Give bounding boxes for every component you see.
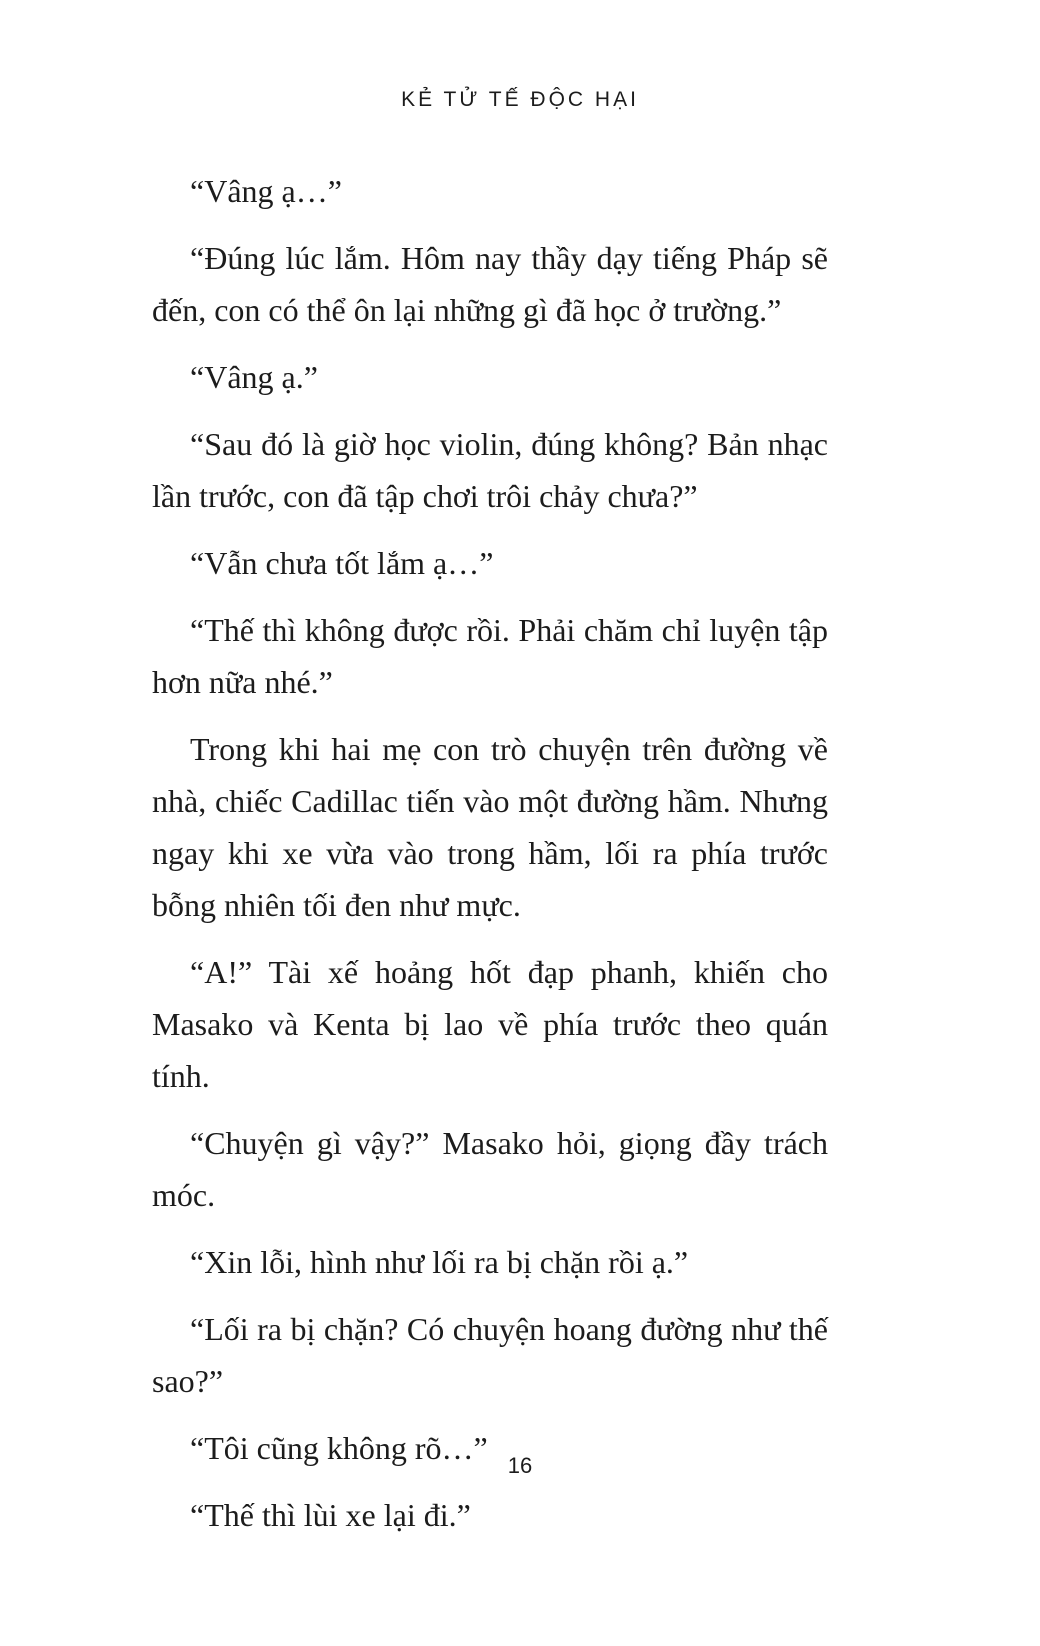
paragraph: “Vẫn chưa tốt lắm ạ…” [190,545,494,581]
paragraph: “Vâng ạ.” [190,359,318,395]
paragraph: “Chuyện gì vậy?” Masako hỏi, giọng đầy trách móc. [152,1125,828,1213]
page-number: 16 [507,1453,533,1478]
body-text [152,165,828,1556]
paragraph: “Thế thì lùi xe lại đi.” [190,1497,471,1533]
paragraph: “A!” Tài xế hoảng hốt đạp phanh, khiến cho Masako và Kenta bị lao về phía trước theo quán tính. [152,954,828,1094]
paragraph: “Xin lỗi, hình như lối ra bị chặn rồi ạ.” [190,1244,689,1280]
paragraph: Trong khi hai mẹ con trò chuyện trên đường về nhà, chiếc Cadillac tiến vào một đường hầm. Nhưng ngay khi xe vừa vào trong hầm, lối ra phía trước bỗng nhiên tối đen như mực. [152,731,828,923]
paragraph: “Đúng lúc lắm. Hôm nay thầy dạy tiếng Pháp sẽ đến, con có thể ôn lại những gì đã học ở trường.” [152,240,828,328]
paragraph: “Sau đó là giờ học violin, đúng không? Bản nhạc lần trước, con đã tập chơi trôi chảy chưa?” [152,426,828,514]
paragraph: “Tôi cũng không rõ…” [190,1430,488,1466]
paragraph: “Lối ra bị chặn? Có chuyện hoang đường như thế sao?” [152,1311,828,1399]
paragraph: “Vâng ạ…” [190,173,342,209]
running-header-title: KẺ TỬ TẾ ĐỘC HẠI [401,88,639,111]
paragraph: “Thế thì không được rồi. Phải chăm chỉ luyện tập hơn nữa nhé.” [152,612,828,700]
